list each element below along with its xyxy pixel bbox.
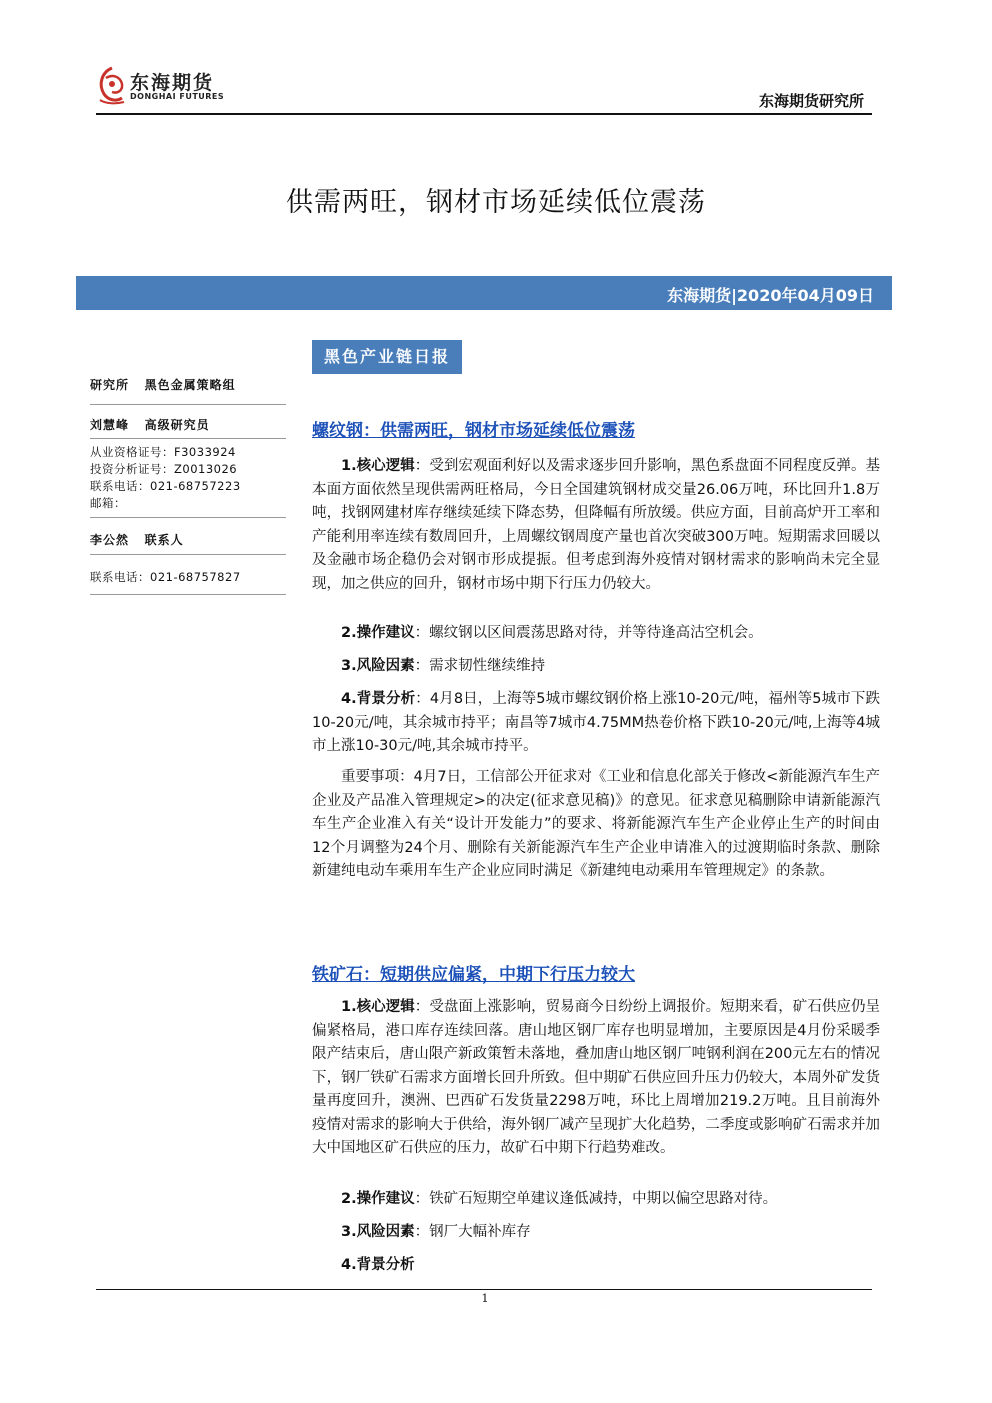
section-title-rebar[interactable]: 螺纹钢：供需两旺，钢材市场延续低位震荡 — [312, 421, 635, 441]
rebar-risk — [312, 655, 880, 679]
paragraph-heading: 3.风险因素 — [341, 1224, 415, 1240]
paragraph-heading: 2.操作建议 — [341, 1191, 415, 1207]
analyst2-name: 李公然 — [90, 533, 130, 547]
section-title-iron-ore[interactable]: 铁矿石：短期供应偏紧，中期下行压力较大 — [312, 965, 635, 985]
analyst1-title: 高级研究员 — [144, 418, 210, 432]
paragraph-body: 重要事项：4月7日，工信部公开征求对《工业和信息化部关于修改<新能源汽车生产企业及产品准入管理规定>的决定(征求意见稿)》的意见。征求意见稿删除申请新能源汽车生产企业准入有关“设计开发能力”的要求、将新能源汽车生产企业停止生产的时间由12个月调整为24个月、删除有关新能源汽车生产企业申请准入的过渡期临时条款、删除新建纯电动车乘用车生产企业应同时满足《新建纯电动乘用车管理规定》的条款。 — [312, 769, 880, 879]
analyst2-title: 联系人 — [144, 533, 184, 547]
paragraph-body: ：受盘面上涨影响，贸易商今日纷纷上调报价。短期来看，矿石供应仍呈偏紧格局，港口库存连续回落。唐山地区钢厂库存也明显增加，主要原因是4月份采暖季限产结束后，唐山限产新政策暂未落地，叠加唐山地区钢厂吨钢利润在200元左右的情况下，钢厂铁矿石需求方面增长回升所致。但中期矿石供应回升压力仍较大，本周外矿发货量再度回升，澳洲、巴西矿石发货量2298万吨，环比上周增加219.2万吨。且目前海外疫情对需求的影响大于供给，海外钢厂减产呈现扩大化趋势，二季度或影响矿石需求并加大中国地区矿石供应的压力，故矿石中期下行趋势难改。 — [312, 999, 880, 1156]
paragraph-body: ：受到宏观面利好以及需求逐步回升影响，黑色系盘面不同程度反弹。基本面方面依然呈现供需两旺格局，今日全国建筑钢材成交量26.06万吨，环比回升1.8万吨，找钢网建材库存继续延续下降态势，但降幅有所放缓。供应方面，目前高炉开工率和产能利用率连续有数周回升，上周螺纹钢周度产量也首次突破300万吨。短期需求回暖以及金融市场企稳仍会对钢市形成提振。但考虑到海外疫情对钢材需求的影响尚未完全显现，加之供应的回升，钢材市场中期下行压力仍较大。 — [312, 458, 880, 592]
paragraph-heading: 3.风险因素 — [341, 658, 415, 674]
logo-emblem-icon — [96, 64, 128, 106]
report-title: 供需两旺，钢材市场延续低位震荡 — [286, 187, 706, 218]
dept-row — [90, 376, 236, 393]
dept-label: 研究所 — [90, 378, 130, 392]
paragraph-heading: 4.背景分析 — [341, 1257, 415, 1273]
date-banner — [76, 276, 892, 310]
analyst2-row — [90, 531, 184, 548]
paragraph-body: ：需求韧性继续维持 — [414, 658, 546, 674]
paragraph-body: ：4月8日，上海等5城市螺纹钢价格上涨10-20元/吨，福州等5城市下跌10-20元/吨，其余城市持平；南昌等7城市4.75MM热卷价格下跌10-20元/吨,上海等4城市上涨10-30元/吨,其余城市持平。 — [312, 691, 880, 754]
ore-background — [312, 1254, 880, 1278]
sidebar-divider — [90, 517, 286, 518]
analyst1-row — [90, 416, 210, 433]
analyst1-qualification: 从业资格证号：F3033924 — [90, 445, 236, 459]
footer-divider — [96, 1289, 872, 1290]
ore-risk — [312, 1221, 880, 1245]
ore-suggestion — [312, 1188, 880, 1212]
company-logo — [96, 64, 236, 108]
header-divider — [96, 113, 872, 115]
rebar-important-events — [312, 766, 880, 884]
sidebar-divider — [90, 554, 286, 555]
paragraph-body: ：螺纹钢以区间震荡思路对待，并等待逢高沽空机会。 — [414, 625, 763, 641]
sidebar-divider — [90, 404, 286, 405]
paragraph-heading: 1.核心逻辑 — [341, 458, 415, 474]
analyst1-license: 投资分析证号：Z0013026 — [90, 462, 238, 476]
rebar-core-logic — [312, 455, 880, 596]
paragraph-heading: 2.操作建议 — [341, 625, 415, 641]
paragraph-body: ：铁矿石短期空单建议逢低减持，中期以偏空思路对待。 — [414, 1191, 778, 1207]
page-number: 1 — [481, 1292, 489, 1305]
sidebar-divider — [90, 594, 286, 595]
analyst1-email: 邮箱： — [90, 496, 126, 510]
logo-text-cn: 东海期货 — [130, 72, 215, 94]
sidebar-divider — [90, 438, 286, 439]
analyst1-phone: 联系电话：021-68757223 — [90, 479, 241, 493]
paragraph-heading: 4.背景分析 — [341, 691, 416, 707]
paragraph-heading: 1.核心逻辑 — [341, 999, 415, 1015]
banner-text: 东海期货|2020年04月09日 — [667, 286, 874, 305]
report-category-tag: 黑色产业链日报 — [312, 340, 462, 374]
analyst2-phone: 联系电话：021-68757827 — [90, 570, 241, 584]
ore-core-logic — [312, 996, 880, 1161]
paragraph-body: ：钢厂大幅补库存 — [414, 1224, 531, 1240]
institute-name: 东海期货研究所 — [758, 92, 864, 110]
logo-text-en: DONGHAI FUTURES — [130, 92, 225, 101]
rebar-suggestion — [312, 622, 880, 646]
dept-name: 黑色金属策略组 — [144, 378, 236, 392]
analyst1-name: 刘慧峰 — [90, 418, 130, 432]
rebar-background — [312, 688, 880, 759]
